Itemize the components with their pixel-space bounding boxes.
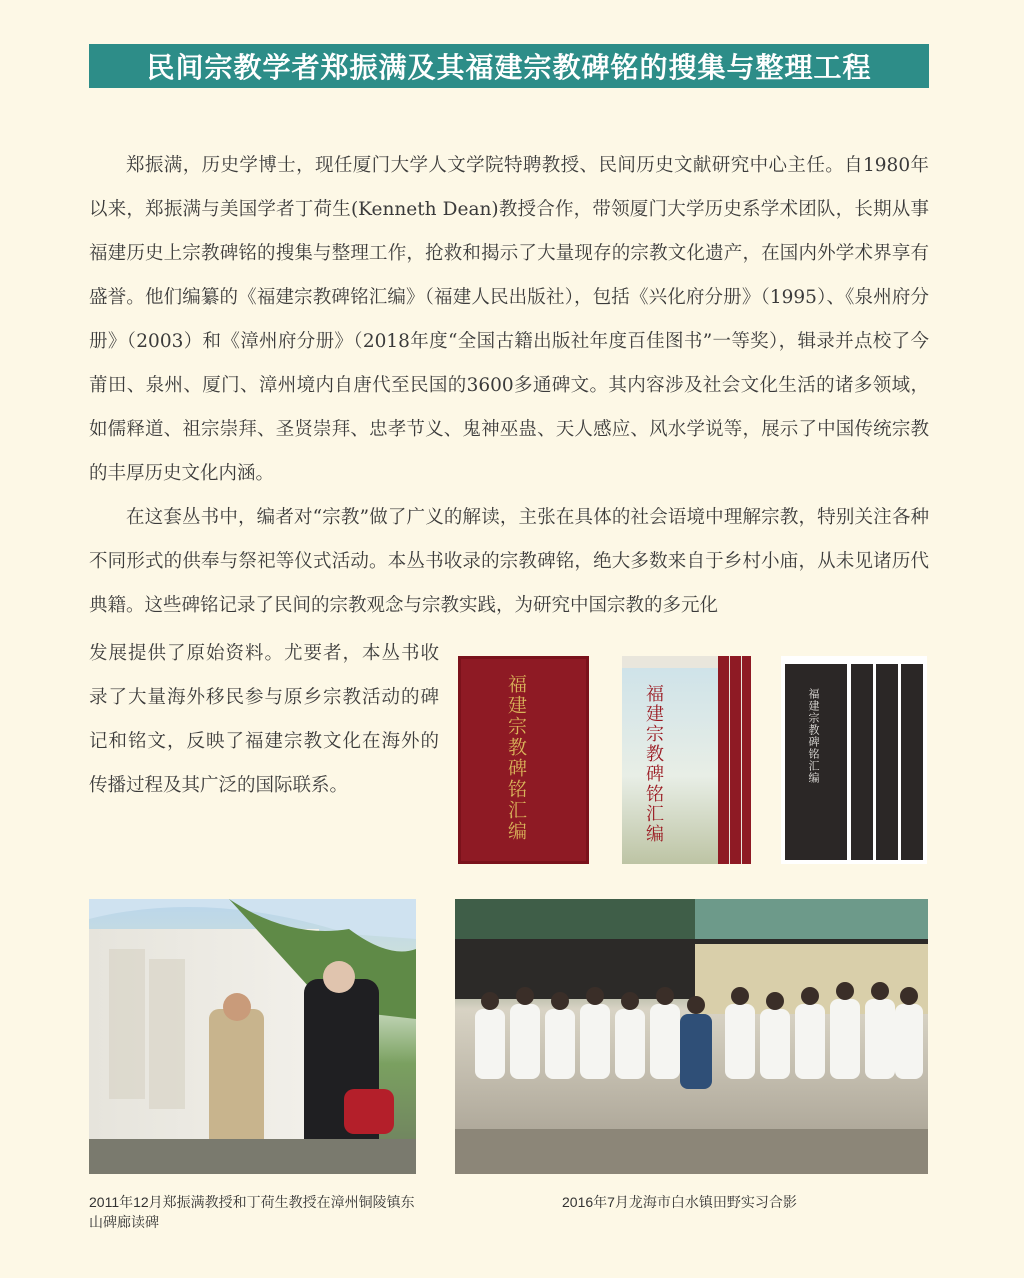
paragraph-intro: 郑振满，历史学博士，现任厦门大学人文学院特聘教授、民间历史文献研究中心主任。自1980年以来，郑振满与美国学者丁荷生(Kenneth Dean)教授合作，带领厦门大学历史系学术团队，长期从事福建历史上宗教碑铭的搜集与整理工作，抢救和揭示了大量现存的宗教文化遗产，在国内外学术界享有盛誉。他们编纂的《福建宗教碑铭汇编》（福建人民出版社），包括《兴化府分册》（1995）、《泉州府分册》（2003）和《漳州府分册》（2018年度“全国古籍出版社年度百佳图书”一等奖），辑录并点校了今莆田、泉州、厦门、漳州境内自唐代至民国的3600多通碑文。其内容涉及社会文化生活的诸多领域，如儒释道、祖宗崇拜、圣贤崇拜、忠孝节义、鬼神巫蛊、天人感应、风水学说等，展示了中国传统宗教的丰厚历史文化内涵。 — [89, 155, 929, 484]
caption-stele-reading: 2011年12月郑振满教授和丁荷生教授在漳州铜陵镇东山碑廊读碑 — [89, 1194, 415, 1230]
book-volume — [785, 664, 847, 860]
book-cover-red-photo — [458, 656, 589, 864]
paragraph-series: 在这套丛书中，编者对“宗教”做了广义的解读，主张在具体的社会语境中理解宗教，特别关注各种不同形式的供奉与祭祀等仪式活动。本丛书收录的宗教碑铭，绝大多数来自于乡村小庙，从未见诸历代典籍。这些碑铭记录了民间的宗教观念与宗教实践，为研究中国宗教的多元化 — [89, 507, 929, 616]
page-title: 民间宗教学者郑振满及其福建宗教碑铭的搜集与整理工程 — [146, 51, 872, 84]
book-title-text: 福建宗教碑铭汇编 — [643, 684, 664, 844]
page-title-bar — [89, 44, 929, 88]
group-field-practice-photo — [455, 899, 928, 1174]
book-volume — [901, 664, 923, 860]
book-spine — [742, 656, 751, 864]
book-cover-image — [622, 668, 718, 864]
book-spine — [730, 656, 741, 864]
caption-group-photo: 2016年7月龙海市白水镇田野实习合影 — [562, 1194, 797, 1210]
stele-reading-photo — [89, 899, 416, 1174]
group-people-illustration — [455, 899, 928, 1174]
book-spine — [718, 656, 729, 864]
book-title-text: 福建宗教碑铭汇编 — [807, 688, 820, 784]
book-title-text: 福建宗教碑铭汇编 — [505, 674, 527, 842]
book-volume — [876, 664, 898, 860]
scholars-figures-illustration — [89, 899, 416, 1174]
book-volumes-black-photo — [781, 656, 927, 864]
book-volumes-picture-photo — [622, 656, 751, 864]
paragraph-overseas: 发展提供了原始资料。尤要者，本丛书收录了大量海外移民参与原乡宗教活动的碑记和铭文，反映了福建宗教文化在海外的传播过程及其广泛的国际联系。 — [89, 643, 439, 796]
book-volume — [851, 664, 873, 860]
